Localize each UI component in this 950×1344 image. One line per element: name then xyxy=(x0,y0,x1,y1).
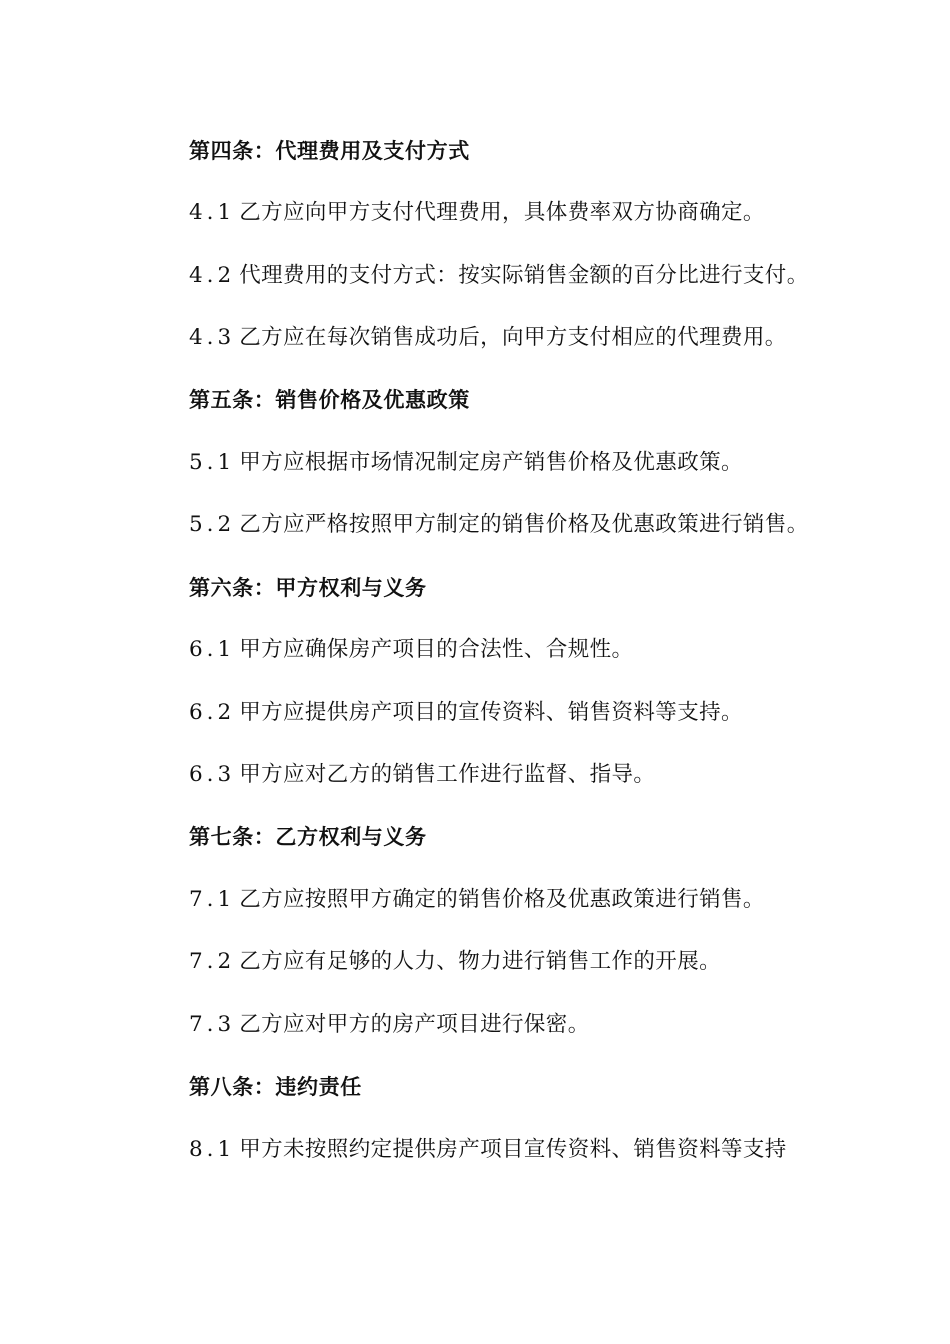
clause xyxy=(189,448,869,478)
section-heading: 第四条：代理费用及支付方式 xyxy=(189,139,470,163)
clause-text: 乙方应对甲方的房产项目进行保密。 xyxy=(239,1012,590,1037)
section-heading: 第六条：甲方权利与义务 xyxy=(189,576,427,600)
clause-number: 7.2 xyxy=(189,949,236,974)
clause xyxy=(189,323,869,353)
clause xyxy=(189,885,869,915)
section-heading: 第八条：违约责任 xyxy=(189,1075,362,1099)
section-heading: 第五条：销售价格及优惠政策 xyxy=(189,388,470,412)
clause-number: 5.2 xyxy=(189,512,236,537)
clause-number: 6.3 xyxy=(189,762,236,787)
clause xyxy=(189,198,869,228)
clause-number: 7.3 xyxy=(189,1012,236,1037)
clause-text: 乙方应在每次销售成功后，向甲方支付相应的代理费用。 xyxy=(239,325,787,350)
clause-number: 4.2 xyxy=(189,263,236,288)
clause-text: 乙方应按照甲方确定的销售价格及优惠政策进行销售。 xyxy=(239,887,765,912)
clause-text: 乙方应严格按照甲方制定的销售价格及优惠政策进行销售。 xyxy=(239,512,809,537)
clause xyxy=(189,261,869,291)
clause-text: 甲方应提供房产项目的宣传资料、销售资料等支持。 xyxy=(239,700,743,725)
clause-number: 6.1 xyxy=(189,637,236,662)
clause-text: 乙方应向甲方支付代理费用，具体费率双方协商确定。 xyxy=(239,200,765,225)
clause xyxy=(189,1135,869,1165)
clause-number: 7.1 xyxy=(189,887,236,912)
clause-text: 甲方应对乙方的销售工作进行监督、指导。 xyxy=(239,762,656,787)
clause-number: 4.1 xyxy=(189,200,236,225)
clause-text: 甲方应确保房产项目的合法性、合规性。 xyxy=(239,637,634,662)
clause-text: 甲方未按照约定提供房产项目宣传资料、销售资料等支持 xyxy=(239,1137,787,1162)
clause-number: 5.1 xyxy=(189,450,236,475)
clause-number: 8.1 xyxy=(189,1137,236,1162)
clause xyxy=(189,510,869,540)
clause xyxy=(189,947,869,977)
clause-text: 代理费用的支付方式：按实际销售金额的百分比进行支付。 xyxy=(239,263,809,288)
clause-number: 6.2 xyxy=(189,700,236,725)
clause-text: 乙方应有足够的人力、物力进行销售工作的开展。 xyxy=(239,949,722,974)
clause xyxy=(189,760,869,790)
clause xyxy=(189,1010,869,1040)
section-heading: 第七条：乙方权利与义务 xyxy=(189,825,427,849)
clause xyxy=(189,698,869,728)
clause-number: 4.3 xyxy=(189,325,236,350)
clause xyxy=(189,635,869,665)
clause-text: 甲方应根据市场情况制定房产销售价格及优惠政策。 xyxy=(239,450,743,475)
